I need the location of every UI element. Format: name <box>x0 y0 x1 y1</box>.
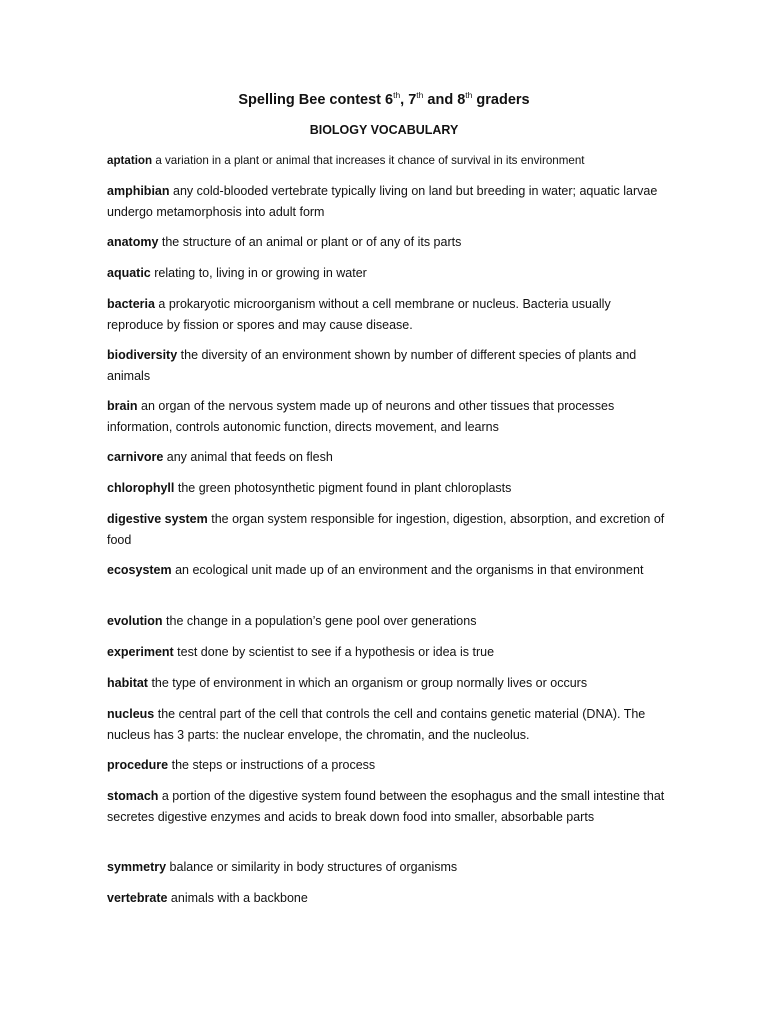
vocab-entry-bacteria <box>107 294 667 335</box>
vocab-term: symmetry <box>107 860 167 874</box>
title-suffix: graders <box>472 92 530 108</box>
vocab-definition: the type of environment in which an organism or group normally lives or occurs <box>147 676 588 690</box>
title-mid-8: and 8 <box>423 92 466 108</box>
vocab-definition: a portion of the digestive system found between the esophagus and the small intestine that secretes digestive enzymes and acids to break down food into smaller, absorbable parts <box>107 789 665 824</box>
vocab-term: biodiversity <box>107 348 178 362</box>
vocab-term: chlorophyll <box>107 481 175 495</box>
title-sup-8th: th <box>465 90 473 100</box>
vocab-entry-experiment <box>107 642 667 663</box>
vocab-term: ecosystem <box>107 563 172 577</box>
vocab-definition: the organ system responsible for ingestion, digestion, absorption, and excretion of food <box>107 512 665 547</box>
vocab-definition: any cold-blooded vertebrate typically living on land but breeding in water; aquatic larvae undergo metamorphosis into adult form <box>107 184 658 219</box>
document-title <box>0 90 768 110</box>
vocab-entry-chlorophyll <box>107 478 667 499</box>
vocab-term: vertebrate <box>107 891 168 905</box>
vocab-term: habitat <box>107 676 148 690</box>
vocab-definition: relating to, living in or growing in water <box>150 266 367 280</box>
vocab-term: amphibian <box>107 184 170 198</box>
vocab-definition: test done by scientist to see if a hypothesis or idea is true <box>173 645 495 659</box>
vocab-term: stomach <box>107 789 159 803</box>
vocab-entry-symmetry <box>107 857 667 878</box>
vocab-entry-carnivore <box>107 447 667 468</box>
vocab-term: aptation <box>107 154 153 167</box>
vocab-entry-habitat <box>107 673 667 694</box>
vocab-definition: the green photosynthetic pigment found in plant chloroplasts <box>174 481 512 495</box>
vocab-definition: any animal that feeds on flesh <box>163 450 333 464</box>
vocab-term: anatomy <box>107 235 159 249</box>
vocab-term: experiment <box>107 645 174 659</box>
vocab-entry-aquatic <box>107 263 667 284</box>
title-mid-7: , 7 <box>400 92 417 108</box>
vocab-entry-biodiversity <box>107 345 667 386</box>
vocab-definition: balance or similarity in body structures of organisms <box>166 860 458 874</box>
title-sup-6th: th <box>393 90 401 100</box>
vocab-definition: animals with a backbone <box>167 891 308 905</box>
vocab-definition: a prokaryotic microorganism without a cell membrane or nucleus. Bacteria usually reproduce by fission or spores and may cause disease. <box>107 297 611 332</box>
document-subtitle: BIOLOGY VOCABULARY <box>309 123 459 137</box>
vocab-term: evolution <box>107 614 163 628</box>
vocab-entry-ecosystem <box>107 560 667 581</box>
vocab-entry-evolution <box>107 611 667 632</box>
vocab-definition: an ecological unit made up of an environment and the organisms in that environment <box>171 563 644 577</box>
vocab-definition: the change in a population’s gene pool over generations <box>162 614 477 628</box>
vocab-entry-amphibian <box>107 181 667 222</box>
vocab-term: bacteria <box>107 297 155 311</box>
vocab-entry-procedure <box>107 755 667 776</box>
vocab-definition: the diversity of an environment shown by number of different species of plants and animals <box>107 348 637 383</box>
vocab-entry-digestive-system <box>107 509 667 550</box>
vocab-definition: the structure of an animal or plant or of any of its parts <box>158 235 462 249</box>
vocab-entry-brain <box>107 396 667 437</box>
vocab-term: brain <box>107 399 138 413</box>
vocab-entry-nucleus <box>107 704 667 745</box>
vocab-definition: a variation in a plant or animal that increases it chance of survival in its environment <box>152 154 585 167</box>
vocab-entry-anatomy <box>107 232 667 253</box>
vocab-entry-aptation <box>107 151 667 172</box>
vocab-definition: the central part of the cell that controls the cell and contains genetic material (DNA). The nucleus has 3 parts: the nuclear envelope, the chromatin, and the nucleolus. <box>107 707 646 742</box>
vocab-term: digestive system <box>107 512 208 526</box>
vocab-definition: the steps or instructions of a process <box>168 758 376 772</box>
vocab-term: procedure <box>107 758 169 772</box>
vocab-definition: an organ of the nervous system made up of neurons and other tissues that processes information, controls autonomic function, directs movement, and learns <box>107 399 615 434</box>
vocab-entry-stomach <box>107 786 667 827</box>
title-sup-7th: th <box>416 90 424 100</box>
vocab-term: nucleus <box>107 707 155 721</box>
title-prefix: Spelling Bee contest 6 <box>238 92 394 108</box>
vocab-term: aquatic <box>107 266 151 280</box>
vocab-entry-vertebrate <box>107 888 667 909</box>
vocab-term: carnivore <box>107 450 164 464</box>
